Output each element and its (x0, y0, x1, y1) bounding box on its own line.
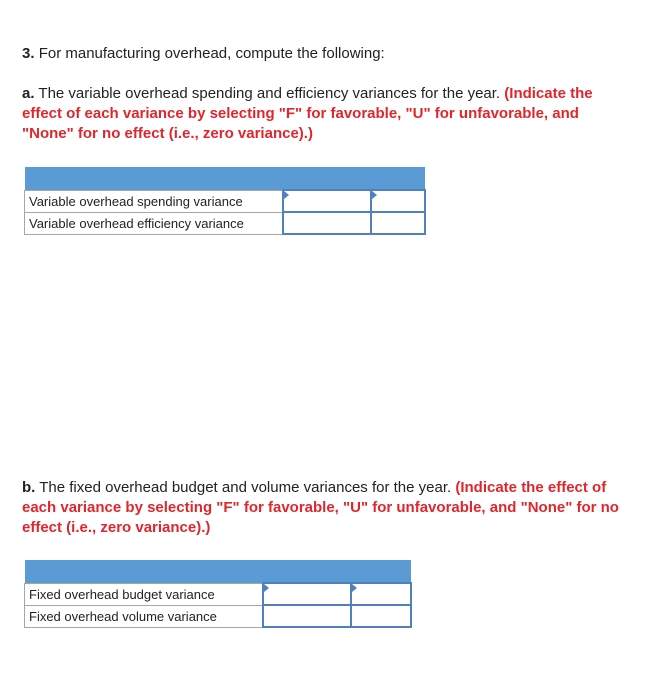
header-cell (25, 560, 263, 583)
variance-effect-select-cell[interactable] (371, 212, 425, 234)
part-a-text: The variable overhead spending and efficiency variances for the year. (38, 85, 501, 102)
part-b-instruction: (Indicate the effect of each variance by selecting "F" for favorable, "U" for unfavorable, and "None" for no effect (i.e., zero variance).) (22, 479, 619, 536)
variance-effect-select-cell[interactable] (371, 190, 425, 212)
header-cell (283, 167, 371, 190)
fixed-budget-amount-input[interactable] (264, 585, 350, 603)
question-heading (22, 44, 622, 64)
part-b-letter: b. (22, 479, 36, 496)
dropdown-marker-icon (372, 191, 377, 199)
part-b-prompt (22, 478, 630, 538)
question-number: 3. (22, 45, 35, 62)
row-label: Fixed overhead budget variance (25, 583, 263, 605)
part-a-prompt (22, 84, 630, 144)
part-a-instruction: (Indicate the effect of each variance by selecting "F" for favorable, "U" for unfavorable, and "None" for no effect (i.e., zero variance).) (22, 85, 593, 142)
input-marker-icon (264, 584, 269, 592)
table-row (25, 212, 425, 234)
input-marker-icon (284, 191, 289, 199)
fixed-budget-effect-select[interactable] (352, 585, 410, 603)
table-header-bar (25, 167, 425, 190)
variable-efficiency-effect-select[interactable] (372, 214, 424, 232)
row-label: Variable overhead efficiency variance (25, 212, 283, 234)
variable-spending-amount-input[interactable] (284, 192, 370, 210)
table-header-bar (25, 560, 411, 583)
fixed-volume-effect-select[interactable] (352, 607, 410, 625)
table-row (25, 190, 425, 212)
dropdown-marker-icon (352, 584, 357, 592)
header-cell (263, 560, 351, 583)
variance-amount-input-cell[interactable] (263, 605, 351, 627)
header-cell (25, 167, 283, 190)
variable-spending-effect-select[interactable] (372, 192, 424, 210)
table-row (25, 605, 411, 627)
fixed-overhead-answer-table (24, 560, 412, 628)
variable-overhead-answer-table (24, 167, 426, 235)
header-cell (351, 560, 411, 583)
question-text: For manufacturing overhead, compute the following: (38, 45, 385, 62)
row-label: Variable overhead spending variance (25, 190, 283, 212)
variable-efficiency-amount-input[interactable] (284, 214, 370, 232)
fixed-volume-amount-input[interactable] (264, 607, 350, 625)
part-b-text: The fixed overhead budget and volume variances for the year. (39, 479, 452, 496)
variance-amount-input-cell[interactable] (283, 190, 371, 212)
variance-amount-input-cell[interactable] (263, 583, 351, 605)
variance-effect-select-cell[interactable] (351, 605, 411, 627)
row-label: Fixed overhead volume variance (25, 605, 263, 627)
variance-amount-input-cell[interactable] (283, 212, 371, 234)
header-cell (371, 167, 425, 190)
part-a-letter: a. (22, 85, 35, 102)
table-row (25, 583, 411, 605)
variance-effect-select-cell[interactable] (351, 583, 411, 605)
